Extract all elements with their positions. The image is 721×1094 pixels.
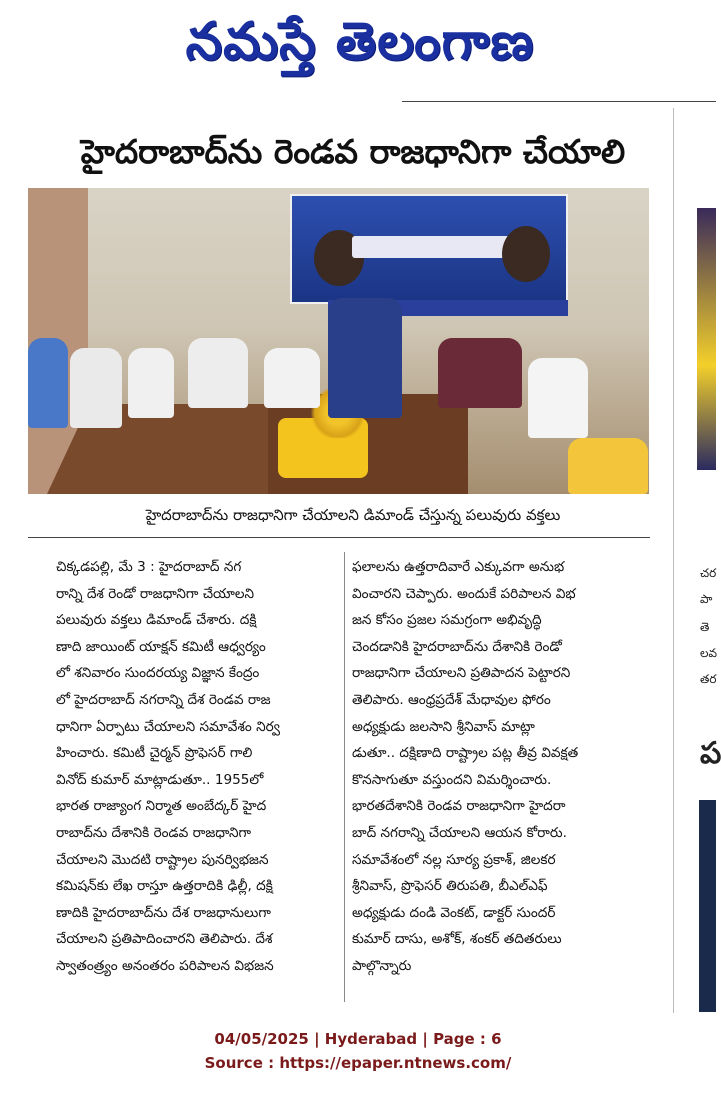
article-text-line: రాబాద్‌ను దేశానికి రెండవ రాజధానిగా: [56, 824, 252, 841]
article-text-line: చెందడానికి హైదరాబాద్‌ను దేశానికి రెండో: [352, 638, 562, 655]
attendee: [264, 348, 320, 408]
article-text-line: అధ్యక్షుడు జలసాని శ్రీనివాస్ మాట్లా: [352, 718, 535, 735]
article-text-line: లో శనివారం సుందరయ్య విజ్ఞాన కేంద్రం: [56, 665, 260, 682]
article-text-line: వినోద్ కుమార్ మాట్లాడుతూ.. 1955లో: [56, 771, 264, 788]
article-text-line: జన కోసం ప్రజల సమగ్రంగా అభివృద్ధి: [352, 612, 542, 629]
photo-banner: [290, 194, 568, 304]
caption-rule: [28, 537, 650, 538]
attendee: [188, 338, 248, 408]
attendee: [438, 338, 522, 408]
adjacent-article-text: లవ: [700, 646, 718, 660]
attendee: [528, 358, 588, 438]
article-text-line: చేయాలని ప్రతిపాదించారని తెలిపారు. దేశ: [56, 931, 273, 948]
footer-source-link[interactable]: Source : https://epaper.ntnews.com/: [204, 1054, 512, 1072]
article-text-line: కొనసాగుతూ వస్తుందని విమర్శించారు.: [352, 771, 552, 788]
adjacent-article-photo: [697, 208, 716, 470]
banner-portrait-right: [502, 226, 550, 282]
article-text-line: కుమార్ దాసు, అశోక్, శంకర్ తదితరులు: [352, 931, 562, 948]
speaker: [328, 298, 402, 418]
article-text-line: లో హైదరాబాద్ నగరాన్ని దేశ రెండవ రాజ: [56, 691, 271, 708]
adjacent-article-text: చర: [700, 566, 717, 580]
article-text-line: కమిషన్‌కు లేఖ రాస్తూ ఉత్తరాదికి ఢిల్లీ, దక్షి: [56, 878, 273, 895]
article-text-line: ణాదికి హైదరాబాద్‌ను దేశ రాజధానులుగా: [56, 904, 271, 921]
attendee: [568, 438, 648, 494]
article-text-line: ఫలాలను ఉత్తరాదివారే ఎక్కువగా అనుభ: [352, 559, 565, 575]
article-text-line: రాన్ని దేశ రెండో రాజధానిగా చేయాలని: [56, 585, 255, 602]
banner-text-band: [352, 236, 512, 258]
adjacent-photo: [699, 800, 716, 1012]
article-text-line: వించారని చెప్పారు. అందుకే పరిపాలన విభ: [352, 585, 576, 602]
masthead-rule: [402, 101, 716, 102]
article-photo: [28, 188, 649, 494]
adjacent-article-text: తె: [700, 620, 710, 634]
article-text-line: శ్రీనివాస్, ప్రొఫెసర్ తిరుపతి, బీఎల్‌ఎఫ్: [352, 878, 548, 895]
adjacent-headline-glyph: ప: [700, 736, 721, 771]
column-divider: [673, 108, 674, 1013]
article-text-line: హించారు. కమిటీ చైర్మన్ ప్రొఫెసర్ గాలి: [56, 745, 253, 762]
article-text-line: భారతదేశానికి రెండవ రాజధానిగా హైదరా: [352, 798, 566, 815]
attendee: [128, 348, 174, 418]
article-column-2: [352, 554, 644, 1004]
article-text-line: ధానిగా ఏర్పాటు చేయాలని సమావేశం నిర్వ: [56, 718, 280, 735]
article-text-line: పలువురు వక్తలు డిమాండ్ చేశారు. దక్షి: [56, 612, 257, 629]
article-text-line: అధ్యక్షుడు దండి వెంకట్, డాక్టర్ సుందర్: [352, 904, 556, 921]
article-text-line: బాద్ నగరాన్ని చేయాలని ఆయన కోరారు.: [352, 824, 567, 841]
article-text-line: డుతూ.. దక్షిణాది రాష్ట్రాల పట్ల తీవ్ర వివక్షత: [352, 745, 579, 762]
page-footer: [0, 1027, 716, 1075]
article-headline: హైదరాబాద్‌ను రెండవ రాజధానిగా చేయాలి: [80, 131, 626, 171]
article-text-line: పాల్గొన్నారు: [352, 957, 412, 974]
attendee: [28, 338, 68, 428]
article-text-line: రాజధానిగా చేయాలని ప్రతిపాదన పెట్టారని: [352, 665, 571, 682]
article-text-line: చేయాలని మొదటి రాష్ట్రాల పునర్విభజన: [56, 851, 269, 868]
article-column-1: [56, 554, 337, 1004]
adjacent-article-text: తర: [700, 672, 717, 686]
article-text-line: సమావేశంలో నల్ల సూర్య ప్రకాశ్, జిలకర: [352, 851, 556, 868]
attendee: [70, 348, 122, 428]
column-separator: [344, 552, 345, 1002]
newspaper-masthead: నమస్తే తెలంగాణ: [185, 11, 535, 72]
article-text-line: స్వాతంత్ర్యం అనంతరం పరిపాలన విభజన: [56, 957, 274, 974]
footer-date-edition: 04/05/2025 | Hyderabad | Page : 6: [214, 1030, 502, 1048]
photo-caption: హైదరాబాద్‌ను రాజధానిగా చేయాలని డిమాండ్ చేస్తున్న పలువురు వక్తలు: [145, 506, 561, 524]
adjacent-article-text: పా: [700, 592, 713, 606]
article-text-line: తెలిపారు. ఆంధ్రప్రదేశ్ మేధావుల ఫోరం: [352, 691, 551, 708]
article-text-line: భారత రాజ్యాంగ నిర్మాత అంబేద్కర్ హైద: [56, 798, 267, 815]
article-text-line: ణాది జాయింట్ యాక్షన్ కమిటీ ఆధ్వర్యం: [56, 638, 266, 655]
article-text-line: చిక్కడపల్లి, మే 3 : హైదరాబాద్ నగ: [56, 559, 242, 575]
